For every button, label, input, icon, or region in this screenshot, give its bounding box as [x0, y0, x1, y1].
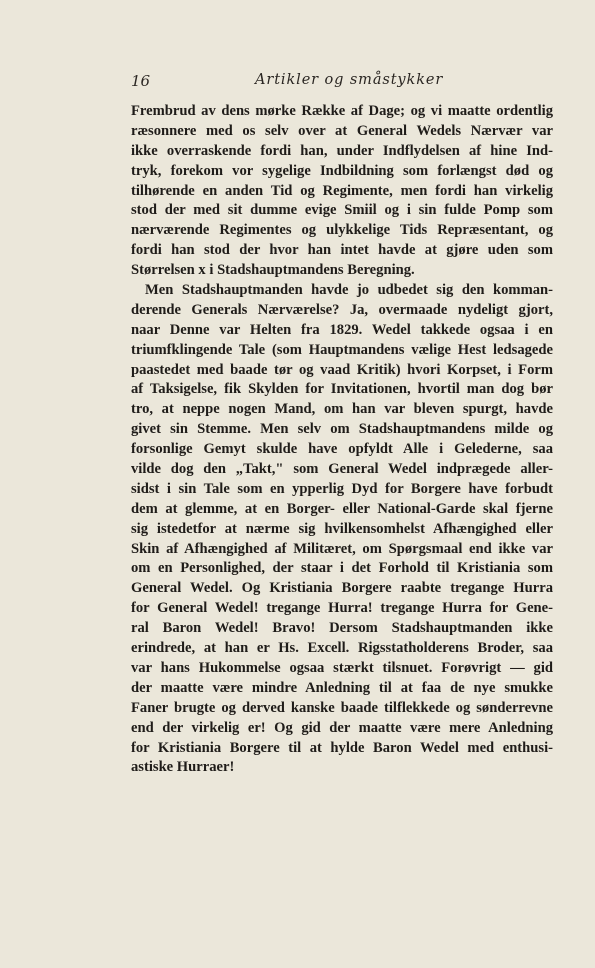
text-line: for General Wedel! tregange Hurra! tregange Hurra for Gene- — [131, 600, 553, 617]
text-line: forsonlige Gemyt skulde have opfyldt Alle i Gelederne, saa — [131, 441, 553, 458]
text-line: fordi han stod der hvor han intet havde at gjøre uden som — [131, 242, 553, 259]
running-title: Artikler og småstykker — [255, 72, 444, 88]
text-line: ræsonnere med os selv over at General Wedels Nærvær var — [131, 122, 553, 139]
running-head — [131, 72, 553, 92]
text-line: derende Generals Nærværelse? Ja, overmaade nydeligt gjort, — [131, 301, 553, 318]
text-line: Skin af Afhængighed af Militæret, om Spørgsmaal end ikke var — [131, 540, 553, 557]
text-line: dem at glemme, at en Borger- eller National-Garde skal fjerne — [131, 500, 553, 517]
text-line: der maatte være mindre Anledning til at faa de nye smukke — [131, 679, 553, 696]
text-line: ikke overraskende fordi han, under Indflydelsen af hine Ind- — [131, 142, 553, 159]
text-line: givet sin Stemme. Men selv om Stadshauptmandens milde og — [131, 421, 553, 438]
text-line: var hans Hukommelse ogsaa stærkt tilsnuet. Forøvrigt — gid — [131, 659, 553, 676]
text-line: tro, at neppe nogen Mand, om han var bleven spurgt, havde — [131, 401, 553, 418]
text-line: General Wedel. Og Kristiania Borgere raabte tregange Hurra — [131, 580, 553, 597]
text-line: astiske Hurraer! — [131, 759, 235, 776]
body-text — [131, 102, 553, 778]
text-line: naar Denne var Helten fra 1829. Wedel takkede ogsaa i en — [131, 321, 553, 338]
text-line: paastedet med baade tør og vaad Kritik) hvori Korpset, i Form — [131, 361, 553, 378]
text-line: stod der med sit dumme evige Smiil og i sin fulde Pomp som — [131, 202, 553, 219]
text-line: erindrede, at han er Hs. Excell. Rigsstatholderens Broder, saa — [131, 640, 553, 657]
text-line: vilde dog den „Takt," som General Wedel indprægede aller- — [131, 461, 553, 478]
text-line: triumfklingende Tale (som Hauptmandens vælige Hest ledsagede — [131, 341, 553, 358]
text-line: Men Stadshauptmanden havde jo udbedet sig den komman- — [145, 282, 553, 299]
text-line: af Taksigelse, fik Skylden for Invitationen, hvortil man dog bør — [131, 381, 553, 398]
page-number: 16 — [131, 72, 151, 90]
text-line: ral Baron Wedel! Bravo! Dersom Stadshauptmanden ikke — [131, 620, 553, 637]
text-line: nærværende Regimentes og ulykkelige Tids Repræsentant, og — [131, 222, 553, 239]
text-line: end der virkelig er! Og gid der maatte være mere Anledning — [131, 719, 553, 736]
text-line: for Kristiania Borgere til at hylde Baron Wedel med enthusi- — [131, 739, 553, 756]
text-line: Størrelsen x i Stadshauptmandens Beregning. — [131, 262, 415, 279]
text-line: sidst i sin Tale som en ypperlig Dyd for Borgere have forbudt — [131, 480, 553, 497]
text-line: Frembrud av dens mørke Række af Dage; og vi maatte ordentlig — [131, 103, 553, 119]
text-line: tryk, forekom vor sygelige Indbildning som forlængst død og — [131, 162, 553, 179]
text-line: om en Personlighed, der staar i det Forhold til Kristiania som — [131, 560, 553, 577]
text-line: Faner brugte og derved kanske baade tilflekkede og sønderrevne — [131, 699, 553, 716]
text-line: tilhørende en anden Tid og Regimente, men fordi han virkelig — [131, 182, 553, 199]
text-line: sig istedetfor at nærme sig hvilkensomhelst Afhængighed eller — [131, 520, 553, 537]
